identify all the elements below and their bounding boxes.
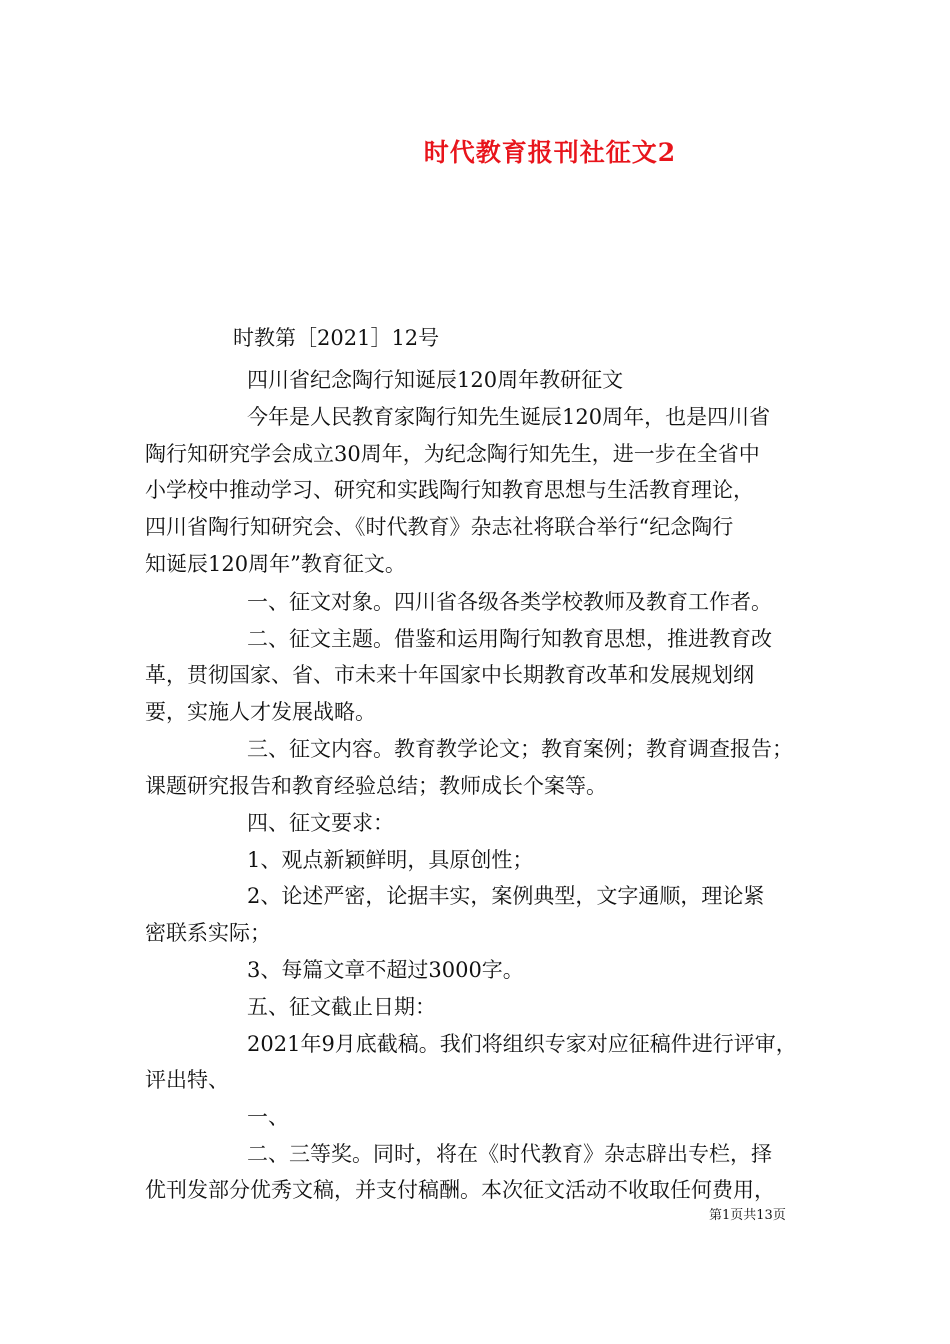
doc-number: 时教第［2021］12号	[233, 326, 440, 350]
subtitle: 四川省纪念陶行知诞辰120周年教研征文	[247, 368, 624, 392]
section-requirements: 四、征文要求：	[247, 811, 394, 835]
requirement-item: 3、每篇文章不超过3000字。	[247, 958, 524, 982]
section-theme-line: 革，贯彻国家、省、市未来十年国家中长期教育改革和发展规划纲	[145, 663, 754, 687]
deadline-line: 二、三等奖。同时，将在《时代教育》杂志辟出专栏，择	[247, 1142, 772, 1166]
section-content-line: 课题研究报告和教育经验总结；教师成长个案等。	[145, 774, 607, 798]
document-title: 时代教育报刊社征文2	[423, 138, 677, 167]
deadline-line: 优刊发部分优秀文稿，并支付稿酬。本次征文活动不收取任何费用，	[145, 1178, 775, 1202]
requirement-item: 1、观点新颖鲜明，具原创性；	[247, 848, 534, 872]
section-deadline: 五、征文截止日期：	[247, 995, 436, 1019]
paragraph-intro-line: 陶行知研究学会成立30周年，为纪念陶行知先生，进一步在全省中	[145, 442, 760, 466]
section-theme-line: 要，实施人才发展战略。	[145, 700, 376, 724]
paragraph-intro-line: 四川省陶行知研究会、《时代教育》杂志社将联合举行“纪念陶行	[145, 515, 734, 539]
paragraph-intro-line: 今年是人民教育家陶行知先生诞辰120周年，也是四川省	[247, 405, 771, 429]
requirement-item: 2、论述严密，论据丰实，案例典型，文字通顺，理论紧	[247, 884, 765, 908]
deadline-line: 一、	[247, 1105, 289, 1129]
page-footer: 第1页共13页	[709, 1208, 786, 1223]
section-theme-line: 二、征文主题。借鉴和运用陶行知教育思想，推进教育改	[247, 627, 772, 651]
deadline-line: 2021年9月底截稿。我们将组织专家对应征稿件进行评审，	[247, 1032, 797, 1056]
deadline-line: 评出特、	[145, 1068, 229, 1092]
section-target: 一、征文对象。四川省各级各类学校教师及教育工作者。	[247, 590, 772, 614]
requirement-item: 密联系实际；	[145, 921, 271, 945]
section-content-line: 三、征文内容。教育教学论文；教育案例；教育调查报告；	[247, 737, 793, 761]
paragraph-intro-line: 知诞辰120周年”教育征文。	[145, 552, 406, 576]
paragraph-intro-line: 小学校中推动学习、研究和实践陶行知教育思想与生活教育理论，	[145, 478, 754, 502]
